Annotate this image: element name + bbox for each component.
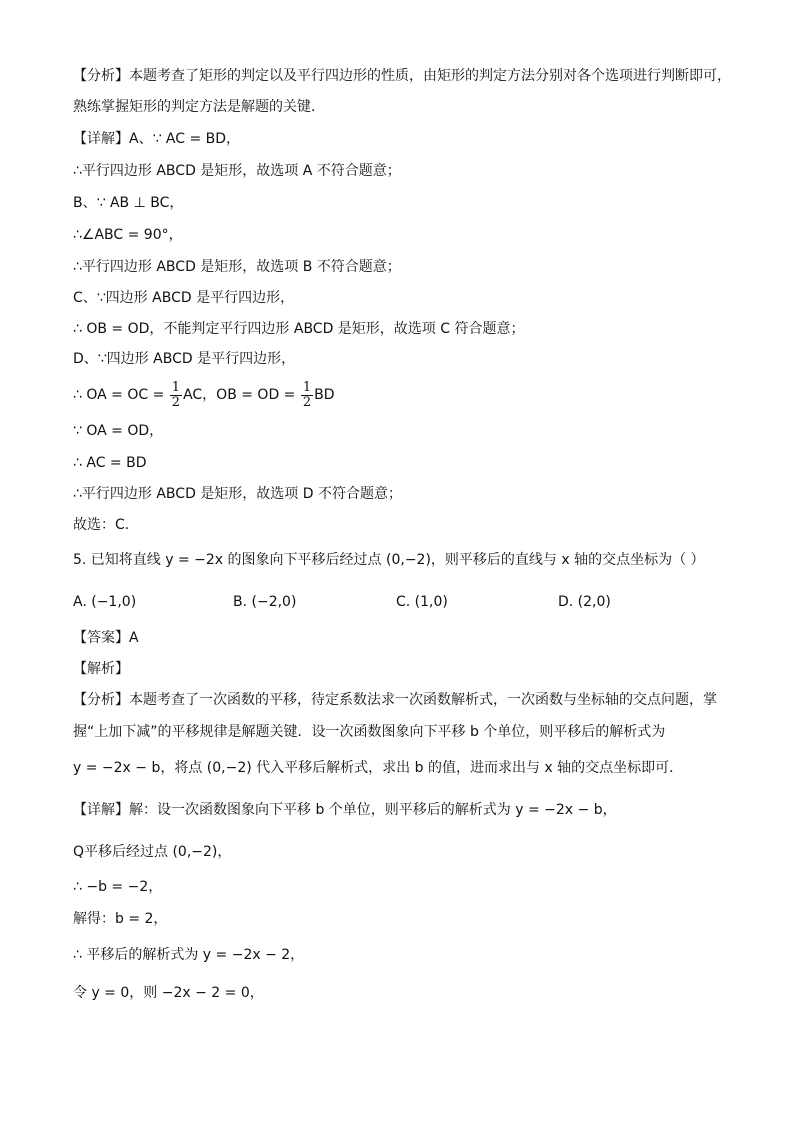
q5-detail-line-1: 【详解】解：设一次函数图象向下平移 b 个单位，则平移后的解析式为 y = −2x − b， — [73, 802, 617, 818]
detail-a-condition: 【详解】A、∵ AC = BD， — [73, 131, 241, 147]
question-5-stem: 5. 已知将直线 y = −2x 的图象向下平移后经过点 (0,−2)，则平移后的直线与 x 轴的交点坐标为（ ） — [73, 552, 705, 568]
detail-d-condition: D、∵四边形 ABCD 是平行四边形， — [73, 351, 296, 367]
q5-detail-line-6: 令 y = 0，则 −2x − 2 = 0， — [73, 985, 264, 1001]
detail-a-conclusion: ∴平行四边形 ABCD 是矩形，故选项 A 不符合题意； — [73, 163, 401, 179]
detail-d-conclusion: ∴平行四边形 ABCD 是矩形，故选项 D 不符合题意； — [73, 486, 402, 502]
q5-analysis-line-2: 握“上加下减”的平移规律是解题关键．设一次函数图象向下平移 b 个单位，则平移后的解析式为 — [73, 724, 666, 740]
equation-part: ∴ OA = OC = — [73, 387, 165, 403]
option-c: C. (1,0) — [396, 594, 448, 610]
fraction-one-half: $\frac{1}{2}$ — [171, 379, 181, 410]
q5-analysis-line-3: y = −2x − b，将点 (0,−2) 代入平移后解析式，求出 b 的值，进而求出与 x 轴的交点坐标即可． — [73, 760, 684, 776]
answer-label: 【答案】A — [73, 630, 139, 646]
analysis-line-2: 熟练掌握矩形的判定方法是解题的关键． — [73, 99, 325, 115]
option-a: A. (−1,0) — [73, 594, 137, 610]
detail-c-condition: C、∵四边形 ABCD 是平行四边形， — [73, 290, 295, 306]
q5-detail-line-3: ∴ −b = −2， — [73, 879, 163, 895]
q5-detail-line-5: ∴ 平移后的解析式为 y = −2x − 2， — [73, 947, 305, 963]
question-5-options — [73, 592, 734, 612]
analysis-line-1: 【分析】本题考查了矩形的判定以及平行四边形的性质，由矩形的判定方法分别对各个选项进行判断即可， — [73, 68, 731, 84]
q5-detail-line-2: Q平移后经过点 (0,−2)， — [73, 844, 232, 860]
detail-d-diagonals: ∴ AC = BD — [73, 455, 147, 471]
equation-part: AC，OB = OD = — [183, 387, 296, 403]
detail-b-condition: B、∵ AB ⊥ BC， — [73, 195, 184, 211]
detail-c-conclusion: ∴ OB = OD，不能判定平行四边形 ABCD 是矩形，故选项 C 符合题意； — [73, 321, 525, 337]
solution-label: 【解析】 — [73, 661, 129, 677]
option-b: B. (−2,0) — [233, 594, 297, 610]
choice-line: 故选：C． — [73, 517, 139, 533]
equation-part: BD — [314, 387, 335, 403]
q5-detail-line-4: 解得：b = 2， — [73, 911, 168, 927]
fraction-one-half: $\frac{1}{2}$ — [302, 379, 312, 410]
detail-d-half-diagonals — [73, 380, 734, 410]
detail-b-conclusion: ∴平行四边形 ABCD 是矩形，故选项 B 不符合题意； — [73, 259, 401, 275]
q5-analysis-line-1: 【分析】本题考查了一次函数的平移，待定系数法求一次函数解析式，一次函数与坐标轴的交点问题，掌 — [73, 692, 717, 708]
detail-d-given: ∵ OA = OD， — [73, 423, 164, 439]
detail-b-angle: ∴∠ABC = 90°， — [73, 227, 183, 243]
option-d: D. (2,0) — [558, 594, 611, 610]
